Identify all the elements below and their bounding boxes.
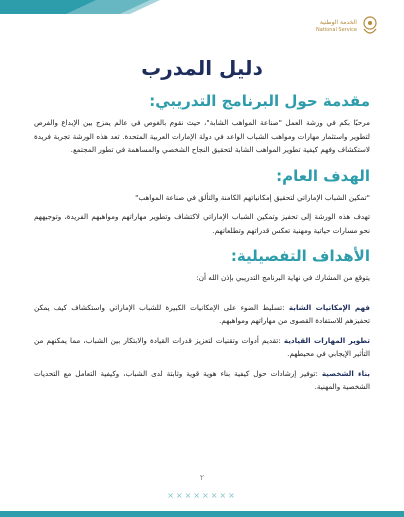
footer-decoration: ×××××××× bbox=[167, 491, 237, 500]
intro-heading: مقدمة حول البرنامج التدريبي: bbox=[149, 92, 370, 110]
objective-lead-2: تطوير المهارات القيادية bbox=[283, 335, 370, 345]
logo-english: National Service bbox=[316, 26, 357, 33]
goal-paragraph: تهدف هذه الورشة إلى تحفيز وتمكين الشباب الإماراتي لاكتشاف وتطوير مهاراتهم ومواهبهم الفريدة، وتوجيههم نحو مسارات حياتية ومهنية تعكس قدراتهم وتطلعاتهم. bbox=[34, 212, 370, 235]
corner-decoration bbox=[0, 0, 160, 40]
bottom-stripe bbox=[0, 511, 404, 517]
objective-text-1: :تسليط الضوء على الإمكانيات الكبيرة للشباب الإماراتي واستكشاف كيف يمكن تحفيزهم للاستفادة القصوى من مهاراتهم ومواهبهم. bbox=[34, 302, 370, 325]
objective-text-2: :تقديم أدوات وتقنيات لتعزيز قدرات القيادة والابتكار بين الشباب، مما يمكنهم من التأثير الإيجابي في محيطهم. bbox=[34, 335, 370, 358]
logo-text bbox=[316, 20, 357, 33]
objective-text-3: :توفير إرشادات حول كيفية بناء هوية قوية وثابتة لدى الشباب، وكيفية التعامل مع التحديات الشخصية والمهنية. bbox=[34, 368, 370, 391]
objective-item-3 bbox=[34, 367, 370, 394]
content-area bbox=[34, 56, 370, 400]
intro-paragraph: مرحبًا بكم في ورشة العمل "صناعة المواهب الشابة"، حيث نقوم بالغوص في عالم يمزج بين الإبداع والفرص لتطوير واستثمار مهارات ومواهب الشباب الواعد في دولة الإمارات العربية المتحدة. تعد هذه الورشة تجربة فريدة لاستكشاف وفهم كيفية تطوير المواهب الشابة لتحقيق النجاح الشخصي والمساهمة في تطور المجتمع. bbox=[34, 118, 370, 154]
objective-lead-1: فهم الإمكانيات الشابة bbox=[288, 302, 370, 312]
page-number: ٢ bbox=[199, 473, 205, 482]
national-service-logo bbox=[316, 10, 388, 42]
objective-item-2 bbox=[34, 334, 370, 361]
goal-quote: "تمكين الشباب الإماراتي لتحقيق إمكانياتهم الكامنة والتألق في صناعة المواهب" bbox=[135, 192, 370, 202]
goal-heading: الهدف العام: bbox=[276, 166, 370, 185]
objectives-intro: يتوقع من المشارك في نهاية البرنامج التدريبي بإذن الله أن: bbox=[196, 273, 370, 282]
objective-lead-3: بناء الشخصية bbox=[321, 368, 370, 378]
objective-item-1 bbox=[34, 301, 370, 328]
objectives-heading: الأهداف التفصيلية: bbox=[230, 247, 370, 265]
logo-arabic: الخدمة الوطنية bbox=[319, 18, 357, 26]
page-title: دليل المدرب bbox=[141, 56, 263, 80]
emblem-icon bbox=[361, 15, 379, 37]
